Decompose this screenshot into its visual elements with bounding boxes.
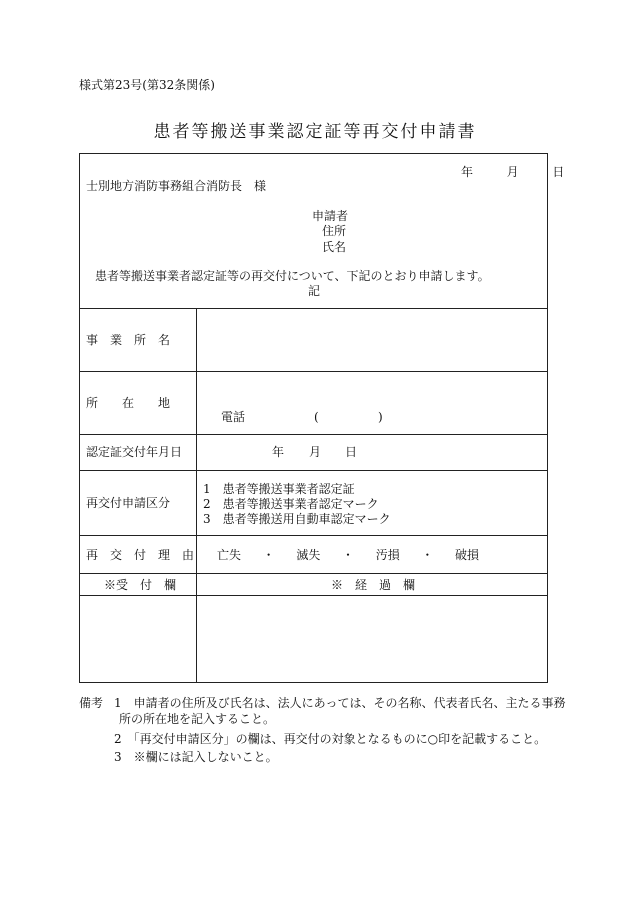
date-day: 日	[552, 165, 565, 179]
reception-label: ※受 付 欄	[104, 578, 177, 592]
location-label: 所 在 地	[86, 396, 171, 410]
reception-field	[82, 598, 194, 680]
phone-paren-close: )	[378, 410, 383, 424]
reason-separator: ・	[342, 548, 355, 562]
reason-separator: ・	[262, 548, 275, 562]
phone-field[interactable]	[322, 409, 376, 425]
row-divider	[79, 470, 548, 471]
name-label[interactable]: 氏名	[322, 240, 347, 254]
reason-separator: ・	[421, 548, 434, 562]
reason-damaged[interactable]: 破損	[455, 548, 480, 562]
phone-label: 電話	[221, 410, 246, 424]
row-divider	[79, 434, 548, 435]
location-field[interactable]	[200, 375, 544, 405]
form-number: 様式第23号(第32条関係)	[79, 78, 215, 92]
addressee: 士別地方消防事務組合消防長 様	[86, 179, 267, 193]
office-name-label: 事 業 所 名	[86, 333, 171, 347]
issue-date-label: 認定証交付年月日	[86, 445, 183, 459]
reason-soiled[interactable]: 汚損	[375, 548, 400, 562]
phone-paren-open: (	[314, 410, 319, 424]
reissue-option-certificate[interactable]: 1 患者等搬送事業者認定証	[203, 482, 355, 496]
application-date	[461, 166, 564, 178]
date-year: 年	[461, 165, 474, 179]
row-divider	[79, 371, 548, 372]
reissue-reasons	[217, 549, 479, 561]
applicant-label: 申請者	[312, 209, 349, 223]
note-1-cont: 所の所在地を記入すること。	[119, 712, 276, 726]
office-name-field[interactable]	[200, 312, 544, 368]
issue-year: 年	[272, 445, 285, 459]
ki-mark: 記	[308, 284, 321, 298]
row-divider	[79, 573, 548, 574]
note-1: 1 申請者の住所及び氏名は、法人にあっては、その名称、代表者氏名、主たる事務	[114, 696, 566, 710]
issue-day: 日	[345, 445, 358, 459]
row-divider	[79, 595, 548, 596]
date-month: 月	[506, 165, 519, 179]
progress-label: ※ 経 過 欄	[331, 578, 416, 592]
notes-prefix: 備考	[79, 696, 104, 710]
address-label[interactable]: 住所	[322, 224, 347, 238]
reason-lost[interactable]: 亡失	[217, 548, 242, 562]
row-divider	[79, 308, 548, 309]
note-3: 3 ※欄には記入しないこと。	[114, 750, 278, 764]
reissue-option-mark[interactable]: 2 患者等搬送事業者認定マーク	[203, 497, 379, 511]
note-2: 2 「再交付申請区分」の欄は、再交付の対象となるものに○印を記載すること。	[114, 732, 547, 746]
reason-destroyed[interactable]: 滅失	[296, 548, 321, 562]
issue-month: 月	[309, 445, 322, 459]
form-title: 患者等搬送事業認定証等再交付申請書	[153, 122, 477, 142]
progress-field	[199, 598, 545, 680]
reissue-reason-label: 再 交 付 理 由	[86, 548, 195, 562]
reissue-category-label: 再交付申請区分	[86, 496, 171, 510]
column-divider	[196, 308, 197, 682]
application-statement: 患者等搬送事業者認定証等の再交付について、下記のとおり申請します。	[95, 269, 490, 283]
row-divider	[79, 535, 548, 536]
reissue-option-vehicle-mark[interactable]: 3 患者等搬送用自動車認定マーク	[203, 512, 391, 526]
